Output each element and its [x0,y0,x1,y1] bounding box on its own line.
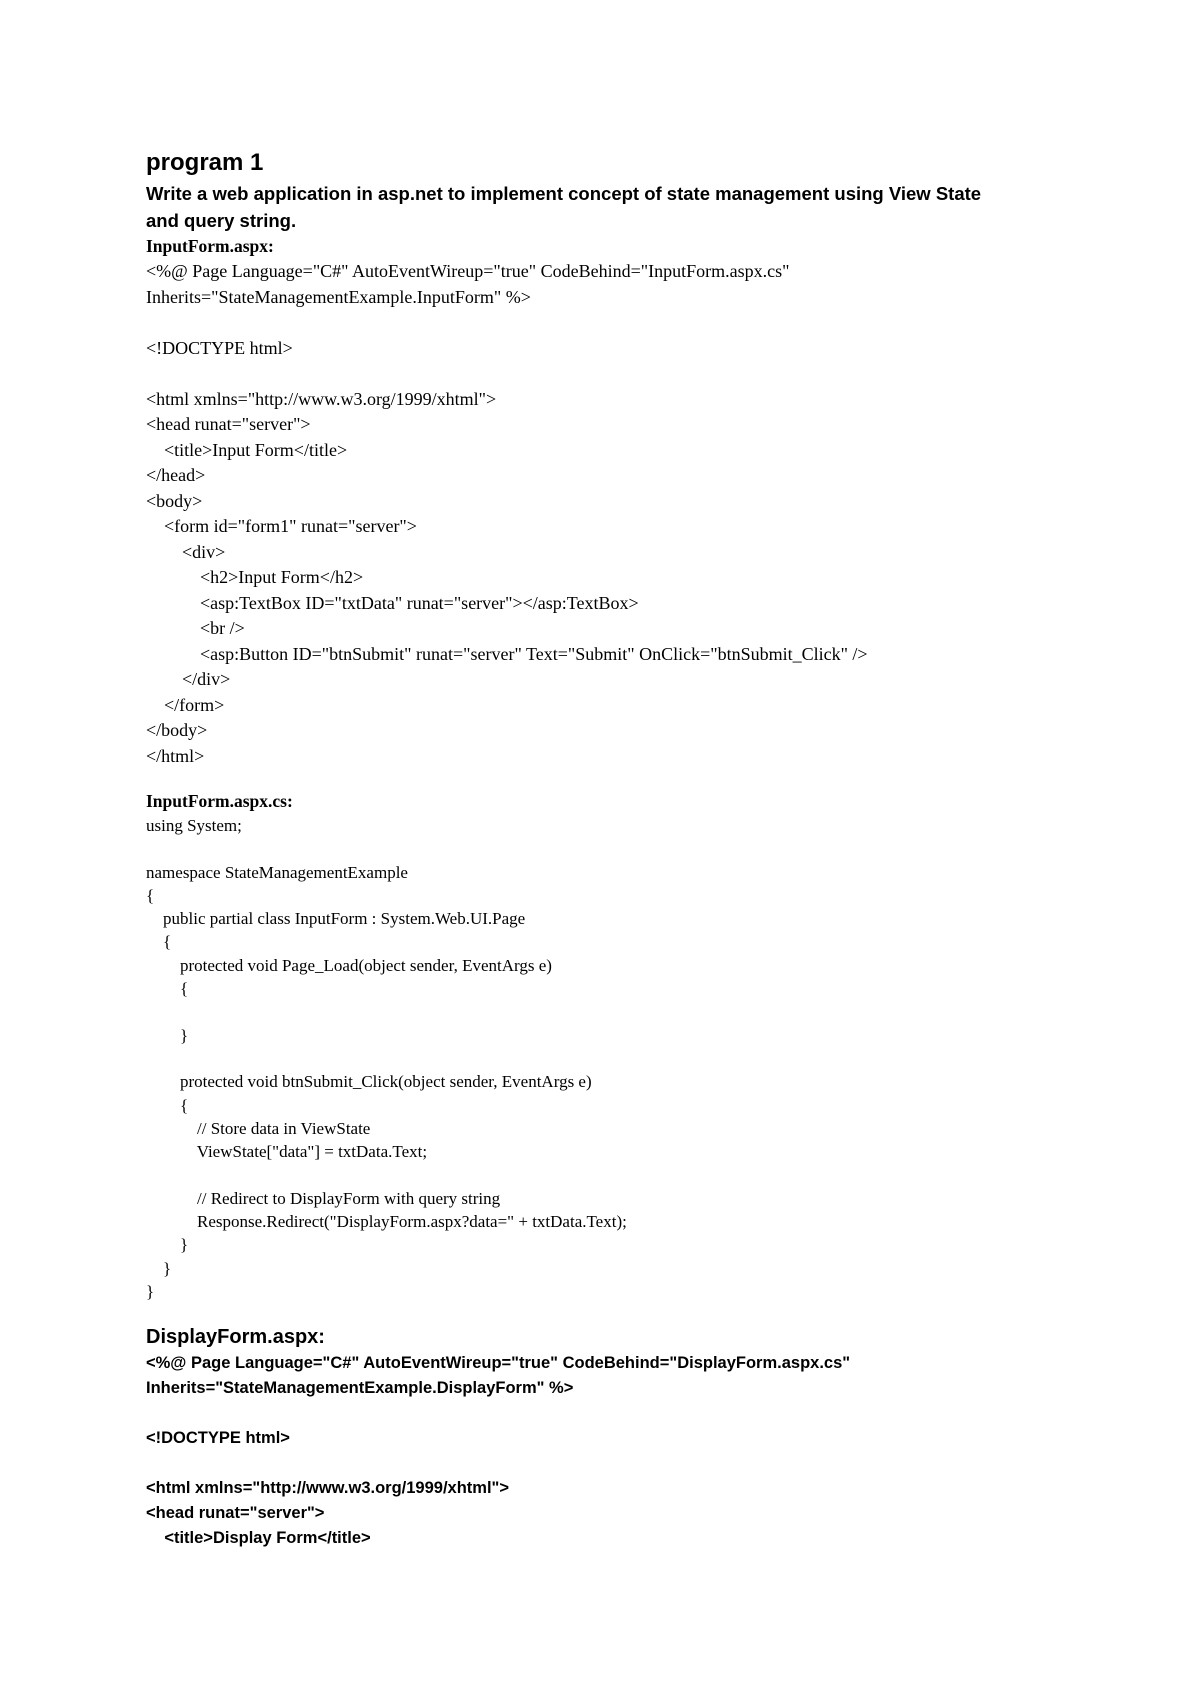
code-line: namespace StateManagementExample [146,862,408,882]
code-line: public partial class InputForm : System.Web.UI.Page [146,909,526,929]
code-line [146,837,1126,860]
code-line: // Redirect to DisplayForm with query string [146,1188,501,1208]
code-line [146,1163,1126,1186]
input-form-aspx-label: InputForm.aspx: [146,236,274,256]
code-line: <br /> [146,618,245,638]
input-form-aspx-code [146,259,1126,769]
code-line: <html xmlns="http://www.w3.org/1999/xhtml"> [146,388,497,409]
display-form-aspx-label: DisplayForm.aspx: [146,1326,325,1349]
description-line: and query string. [146,210,297,231]
code-line: protected void Page_Load(object sender, EventArgs e) [146,955,552,975]
code-line: <html xmlns="http://www.w3.org/1999/xhtml"> [146,1479,509,1498]
code-line: </form> [146,694,225,715]
display-form-aspx-code [146,1351,1126,1551]
code-line: <%@ Page Language="C#" AutoEventWireup="true" CodeBehind="DisplayForm.aspx.cs" [146,1354,851,1373]
code-line [146,1451,1126,1476]
code-line: Inherits="StateManagementExample.InputForm" %> [146,286,531,307]
code-line: <head runat="server"> [146,414,311,434]
code-line: protected void btnSubmit_Click(object sender, EventArgs e) [146,1072,592,1092]
code-line [146,310,1126,336]
code-line: <asp:Button ID="btnSubmit" runat="server" Text="Submit" OnClick="btnSubmit_Click" /> [146,643,868,664]
code-line: using System; [146,816,242,835]
code-line [146,1000,1126,1023]
code-line: <title>Display Form</title> [146,1529,371,1548]
code-line: </body> [146,720,208,740]
code-line: </html> [146,745,205,766]
code-line: <title>Input Form</title> [146,439,348,460]
code-line [146,1047,1126,1070]
description-line: Write a web application in asp.net to implement concept of state management using View State [146,183,982,204]
code-line: <%@ Page Language="C#" AutoEventWireup="true" CodeBehind="InputForm.aspx.cs" [146,261,790,281]
code-line: Inherits="StateManagementExample.DisplayForm" %> [146,1379,574,1398]
code-line: { [146,979,189,999]
code-line: <asp:TextBox ID="txtData" runat="server"></asp:TextBox> [146,592,639,613]
code-line: <!DOCTYPE html> [146,337,293,358]
document-content [146,146,1126,1551]
code-line: { [146,932,172,952]
code-line: <!DOCTYPE html> [146,1429,290,1448]
section-gap [146,1303,1126,1323]
program-description [146,180,1126,234]
code-line: } [146,1258,172,1278]
input-form-cs-label: InputForm.aspx.cs: [146,791,293,811]
input-form-cs-code [146,814,1126,1303]
code-line: <h2>Input Form</h2> [146,567,364,587]
code-line: <div> [146,541,226,562]
code-line: ViewState["data"] = txtData.Text; [146,1142,428,1162]
code-line: <form id="form1" runat="server"> [146,516,417,536]
code-line [146,361,1126,387]
code-line: <head runat="server"> [146,1504,325,1523]
code-line [146,1401,1126,1426]
code-line: Response.Redirect("DisplayForm.aspx?data=" + txtData.Text); [146,1212,627,1232]
code-line: { [146,885,155,905]
code-line: } [146,1235,189,1255]
code-line: <body> [146,490,203,511]
code-line: } [146,1025,189,1045]
code-line: } [146,1281,155,1301]
code-line: // Store data in ViewState [146,1118,371,1138]
section-gap [146,769,1126,789]
code-line: </div> [146,669,231,689]
code-line: { [146,1095,189,1115]
code-line: </head> [146,465,206,485]
program-title: program 1 [146,149,264,176]
